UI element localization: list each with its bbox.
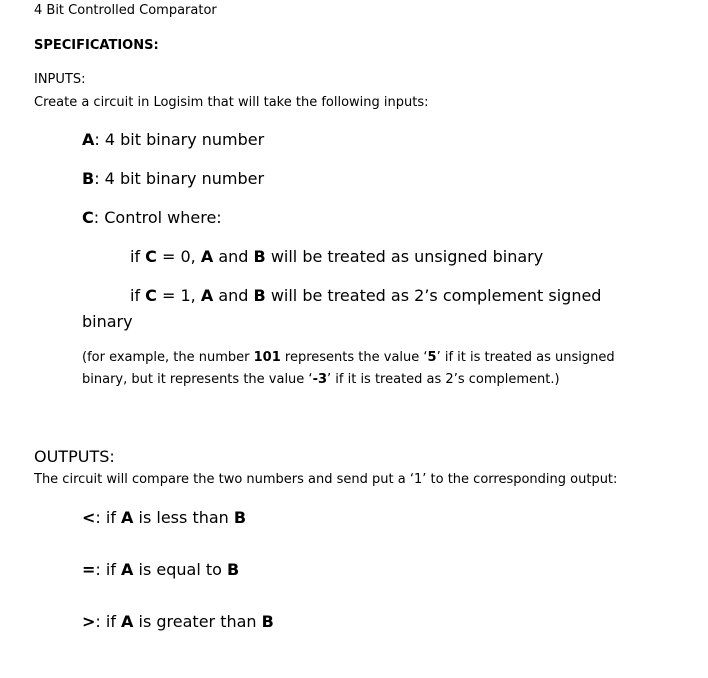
input-item-b: B: 4 bit binary number xyxy=(82,169,265,188)
document-title: 4 Bit Controlled Comparator xyxy=(34,3,217,18)
control-condition-unsigned: if C = 0, A and B will be treated as unsigned binary xyxy=(130,247,544,266)
example-note: (for example, the number 101 represents the value ‘5’ if it is treated as unsigned binary, but it represents the value ‘-3’ if it is treated as 2’s complement.) xyxy=(82,350,615,387)
inputs-intro: Create a circuit in Logisim that will take the following inputs: xyxy=(34,95,429,110)
specifications-heading: SPECIFICATIONS: xyxy=(34,38,159,53)
control-condition-signed: if C = 1, A and B will be treated as 2’s complement signed xyxy=(130,286,602,305)
input-item-c: C: Control where: xyxy=(82,208,222,227)
outputs-heading: OUTPUTS: xyxy=(34,447,115,466)
inputs-heading: INPUTS: xyxy=(34,72,86,87)
output-equal-to: =: if A is equal to B xyxy=(82,560,240,579)
control-condition-signed-wrap: binary xyxy=(82,312,133,331)
outputs-intro: The circuit will compare the two numbers and send put a ‘1’ to the corresponding output: xyxy=(34,472,618,487)
output-less-than: <: if A is less than B xyxy=(82,508,247,527)
output-greater-than: >: if A is greater than B xyxy=(82,612,274,631)
input-item-a: A: 4 bit binary number xyxy=(82,130,265,149)
